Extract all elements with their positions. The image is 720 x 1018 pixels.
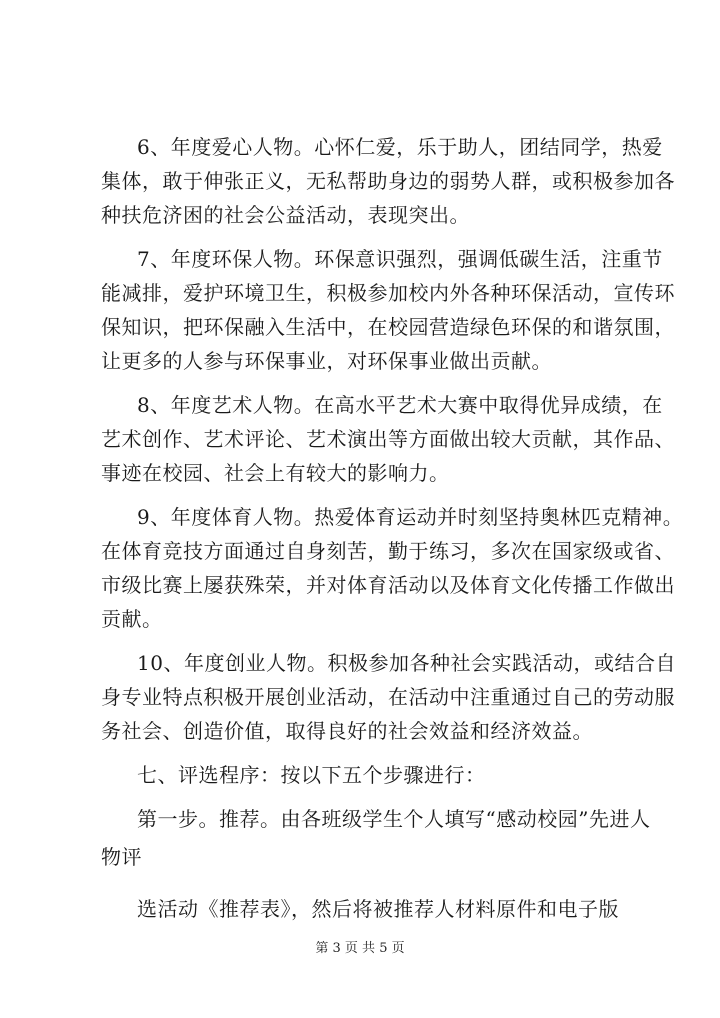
section-heading <box>137 758 587 792</box>
step-one-line-3: 选活动《推荐表》，然后将被推荐人材料原件和电子版 <box>137 897 619 921</box>
page-number-label: 第 3 页 共 5 页 <box>315 941 405 956</box>
paragraph-line: 贡献。 <box>101 607 163 631</box>
paragraph-line: 7、年度环保人物。环保意识强烈，强调低碳生活，注重节 <box>137 247 663 271</box>
paragraph-line: 让更多的人参与环保事业，对环保事业做出贡献。 <box>101 349 552 373</box>
paragraph-item-9 <box>101 500 684 636</box>
paragraph-line: 6、年度爱心人物。心怀仁爱，乐于助人，团结同学，热爱 <box>137 135 663 159</box>
paragraph-line: 保知识，把环保融入生活中，在校园营造绿色环保的和谐氛围， <box>101 315 675 339</box>
paragraph-line: 身专业特点积极开展创业活动，在活动中注重通过自己的劳动服 <box>101 685 675 709</box>
document-body <box>101 130 684 926</box>
paragraph-line: 能减排，爱护环境卫生，积极参加校内外各种环保活动，宣传环 <box>101 281 675 305</box>
paragraph-item-10 <box>101 646 676 748</box>
paragraph-line: 务社会、创造价值，取得良好的社会效益和经济效益。 <box>101 719 593 743</box>
step-one-line-2: 物评 <box>101 845 142 869</box>
paragraph-line: 在体育竞技方面通过自身刻苦，勤于练习，多次在国家级或省、 <box>101 539 675 563</box>
paragraph-item-7 <box>101 242 675 378</box>
step-one-line-1: 第一步。推荐。由各班级学生个人填写“感动校园”先进人 <box>137 807 651 831</box>
section-heading-text: 七、评选程序：按以下五个步骤进行： <box>137 763 486 787</box>
paragraph-line: 10、年度创业人物。积极参加各种社会实践活动，或结合自 <box>137 651 676 675</box>
paragraph-item-6 <box>101 130 675 232</box>
paragraph-line: 9、年度体育人物。热爱体育运动并时刻坚持奥林匹克精神。 <box>137 505 684 529</box>
paragraph-line: 事迹在校园、社会上有较大的影响力。 <box>101 461 450 485</box>
paragraph-item-8 <box>101 388 675 490</box>
paragraph-line: 8、年度艺术人物。在高水平艺术大赛中取得优异成绩，在 <box>137 393 663 417</box>
paragraph-line: 市级比赛上屡获殊荣，并对体育活动以及体育文化传播工作做出 <box>101 573 675 597</box>
paragraph-line: 集体，敢于伸张正义，无私帮助身边的弱势人群，或积极参加各 <box>101 169 675 193</box>
paragraph-line: 艺术创作、艺术评论、艺术演出等方面做出较大贡献，其作品、 <box>101 427 675 451</box>
page-footer <box>0 937 720 956</box>
paragraph-line: 种扶危济困的社会公益活动，表现突出。 <box>101 203 470 227</box>
